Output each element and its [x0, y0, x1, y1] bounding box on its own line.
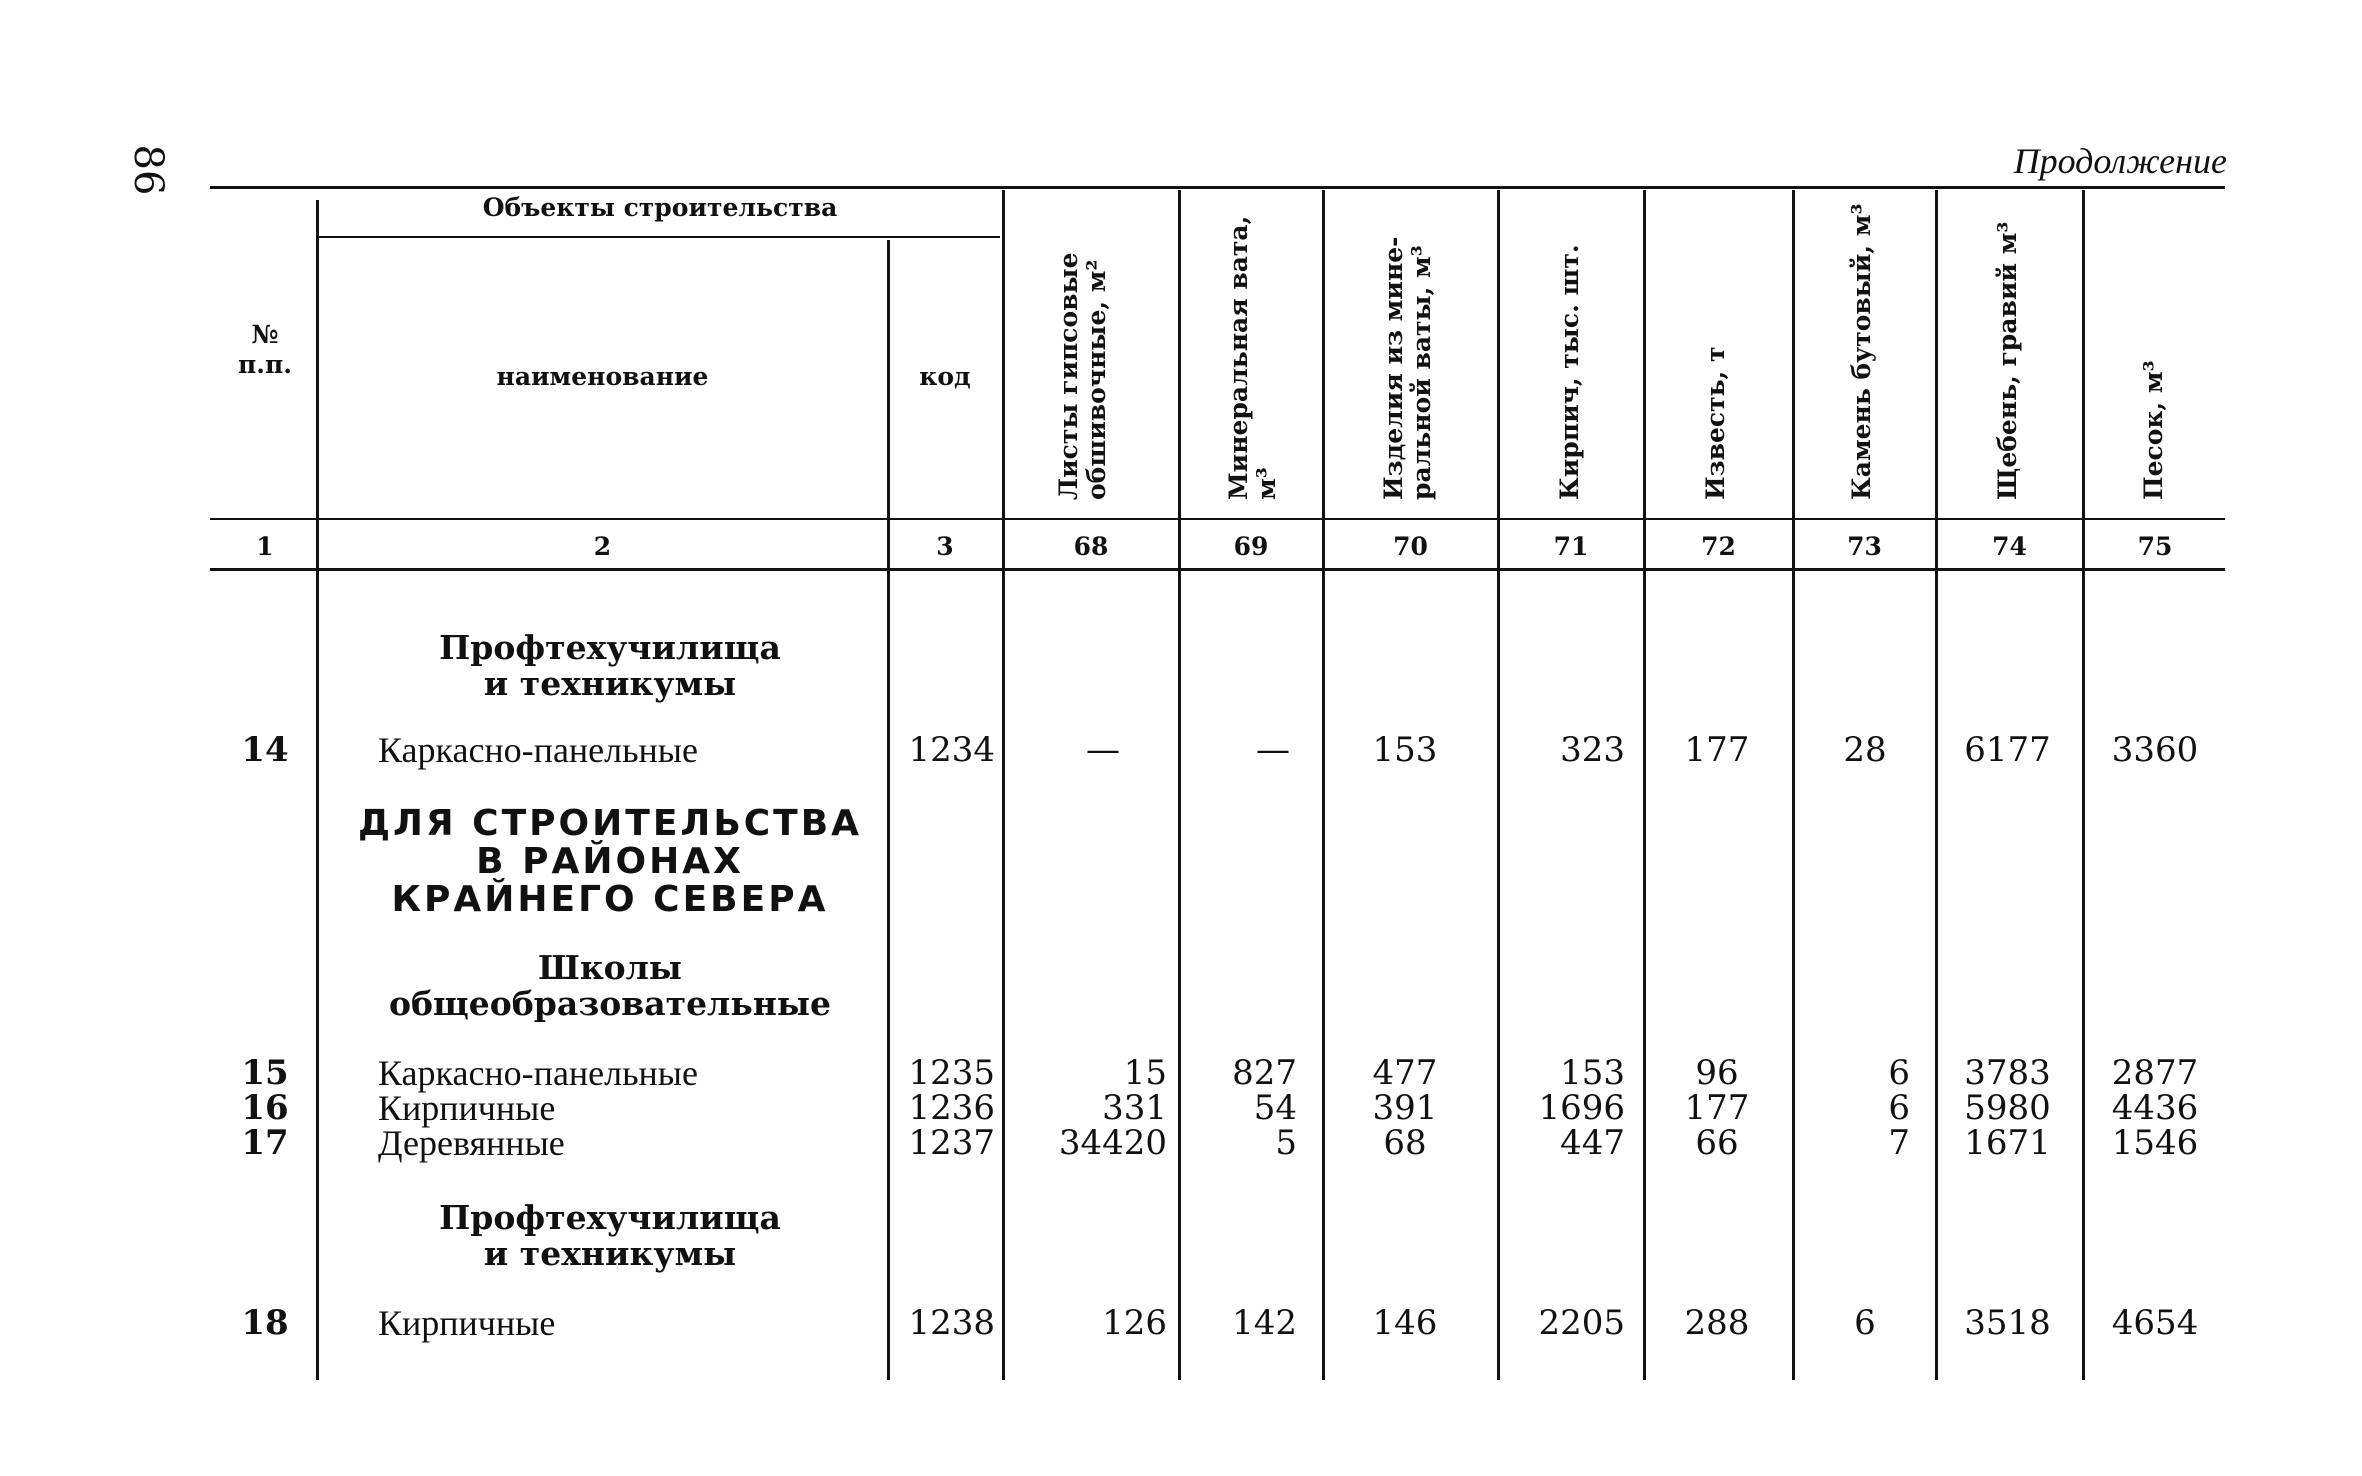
cell-68: 126	[1102, 1303, 1167, 1343]
col-69-header	[1224, 215, 1281, 500]
col-num-75: 75	[2137, 532, 2173, 561]
cell-73: 6	[1854, 1303, 1876, 1343]
col-num-73: 73	[1847, 532, 1882, 561]
col-divider-6	[1497, 190, 1500, 1380]
cell-69: 54	[1253, 1088, 1297, 1128]
table-row	[0, 732, 2362, 768]
cell-75: 4436	[2111, 1088, 2199, 1128]
col-num-69: 69	[1233, 532, 1269, 561]
cell-71: 447	[1560, 1123, 1625, 1163]
cell-72: 96	[1695, 1053, 1739, 1093]
row-name: Кирпичные	[378, 1088, 556, 1128]
section-heading-line: общеобразовательные	[389, 984, 831, 1023]
section-heading-line: ДЛЯ СТРОИТЕЛЬСТВА	[357, 803, 863, 844]
objects-group-header: Объекты строительства	[482, 193, 838, 222]
col-68-header-line-2: обшивочные, м²	[1082, 259, 1111, 500]
table-row	[0, 1305, 2362, 1341]
cell-70: 391	[1372, 1088, 1438, 1128]
cell-74: 3518	[1964, 1303, 2051, 1343]
row-code: 1238	[908, 1303, 995, 1343]
row-name: Деревянные	[378, 1123, 565, 1163]
cell-73: 6	[1888, 1053, 1910, 1093]
col-divider-4	[1178, 190, 1181, 1380]
cell-75: 4654	[2111, 1303, 2199, 1343]
col-69-header-line-1: Минеральная вата,	[1224, 215, 1253, 500]
cell-74: 5980	[1964, 1088, 2051, 1128]
cell-71: 2205	[1538, 1303, 1625, 1343]
row-name: Каркасно-панельные	[378, 1053, 698, 1093]
cell-73: 28	[1843, 730, 1887, 770]
row-code: 1236	[908, 1088, 995, 1128]
row-name: Кирпичные	[378, 1303, 556, 1343]
col-72-header: Известь, т	[1701, 346, 1730, 500]
num-header	[215, 320, 315, 380]
section-heading-line: Профтехучилища	[439, 628, 781, 667]
col-divider-1	[316, 200, 319, 1380]
section-heading-line: и техникумы	[483, 664, 737, 703]
col-num-1: 1	[256, 532, 274, 561]
cell-70: 153	[1372, 730, 1438, 770]
cell-68: 331	[1102, 1088, 1167, 1128]
cell-72: 177	[1684, 1088, 1750, 1128]
cell-72: 66	[1695, 1123, 1739, 1163]
objects-group-rule	[318, 236, 1000, 238]
header-bottom-rule	[210, 518, 2225, 520]
cell-74: 3783	[1964, 1053, 2051, 1093]
table-top-rule	[210, 186, 2225, 189]
col-71-header: Кирпич, тыс. шт.	[1555, 244, 1584, 500]
row-number: 14	[241, 730, 289, 770]
col-74-header: Щебень, гравий м³	[1993, 221, 2022, 500]
cell-73: 6	[1888, 1088, 1910, 1128]
row-number: 15	[241, 1053, 289, 1093]
col-divider-8	[1792, 190, 1795, 1380]
cell-68: 15	[1123, 1053, 1167, 1093]
section-heading-line: В РАЙОНАХ	[476, 841, 744, 882]
section-heading-line: КРАЙНЕГО СЕВЕРА	[391, 879, 829, 920]
cell-68: 34420	[1058, 1123, 1167, 1163]
cell-71: 153	[1560, 1053, 1625, 1093]
section-heading-schools	[330, 950, 890, 1022]
row-code: 1234	[908, 730, 995, 770]
cell-69: 827	[1232, 1053, 1297, 1093]
col-divider-5	[1322, 190, 1325, 1380]
section-heading-vocational-1	[330, 630, 890, 702]
col-num-68: 68	[1073, 532, 1109, 561]
cell-75: 2877	[2111, 1053, 2199, 1093]
col-divider-7	[1643, 190, 1646, 1380]
cell-73: 7	[1888, 1123, 1910, 1163]
col-68-header	[1055, 225, 1111, 500]
section-heading-line: Школы	[537, 948, 683, 987]
col-75-header: Песок, м³	[2139, 360, 2168, 500]
section-heading-line: и техникумы	[483, 1234, 737, 1273]
col-divider-9	[1935, 190, 1938, 1380]
section-heading-far-north	[330, 805, 890, 919]
column-numbers-rule	[210, 568, 2225, 571]
name-header: наименование	[496, 362, 709, 391]
table-row	[0, 1125, 2362, 1161]
cell-69: 5	[1275, 1123, 1297, 1163]
row-number: 17	[241, 1123, 289, 1163]
cell-74: 6177	[1964, 730, 2051, 770]
col-69-header-line-2: м³	[1252, 467, 1281, 500]
row-number: 16	[241, 1088, 289, 1128]
cell-74: 1671	[1964, 1123, 2051, 1163]
col-num-71: 71	[1553, 532, 1589, 561]
col-divider-3	[1002, 190, 1005, 1380]
table-row	[0, 1055, 2362, 1091]
col-num-72: 72	[1701, 532, 1736, 561]
col-68-header-line-1: Листы гипсовые	[1054, 252, 1083, 500]
cell-70: 68	[1383, 1123, 1427, 1163]
row-code: 1235	[908, 1053, 995, 1093]
col-num-3: 3	[936, 532, 954, 561]
num-header-line-1: №	[251, 320, 279, 349]
col-num-74: 74	[1992, 532, 2027, 561]
col-70-header-line-2: ральной ваты, м³	[1407, 245, 1436, 500]
col-73-header: Камень бутовый, м³	[1847, 203, 1876, 500]
cell-72: 288	[1684, 1303, 1750, 1343]
row-name: Каркасно-панельные	[378, 730, 698, 770]
cell-75: 3360	[2111, 730, 2199, 770]
page-number: 86	[125, 144, 171, 196]
num-header-line-2: п.п.	[237, 350, 292, 379]
col-num-2: 2	[593, 532, 612, 561]
code-header: код	[919, 362, 971, 391]
continuation-label: Продолжение	[2013, 141, 2227, 181]
cell-71: 323	[1560, 730, 1625, 770]
cell-72: 177	[1684, 730, 1750, 770]
cell-70: 477	[1372, 1053, 1438, 1093]
row-code: 1237	[908, 1123, 995, 1163]
section-heading-vocational-2	[330, 1200, 890, 1272]
cell-69: 142	[1232, 1303, 1297, 1343]
cell-70: 146	[1372, 1303, 1438, 1343]
cell-68: —	[1086, 730, 1120, 770]
cell-69: —	[1256, 730, 1290, 770]
col-divider-10	[2082, 190, 2085, 1380]
col-70-header-line-1: Изделия из мине-	[1379, 236, 1408, 500]
col-num-70: 70	[1393, 532, 1428, 561]
cell-75: 1546	[2111, 1123, 2199, 1163]
row-number: 18	[241, 1303, 289, 1343]
col-70-header	[1380, 225, 1436, 500]
cell-71: 1696	[1538, 1088, 1625, 1128]
section-heading-line: Профтехучилища	[439, 1198, 781, 1237]
table-row	[0, 1090, 2362, 1126]
